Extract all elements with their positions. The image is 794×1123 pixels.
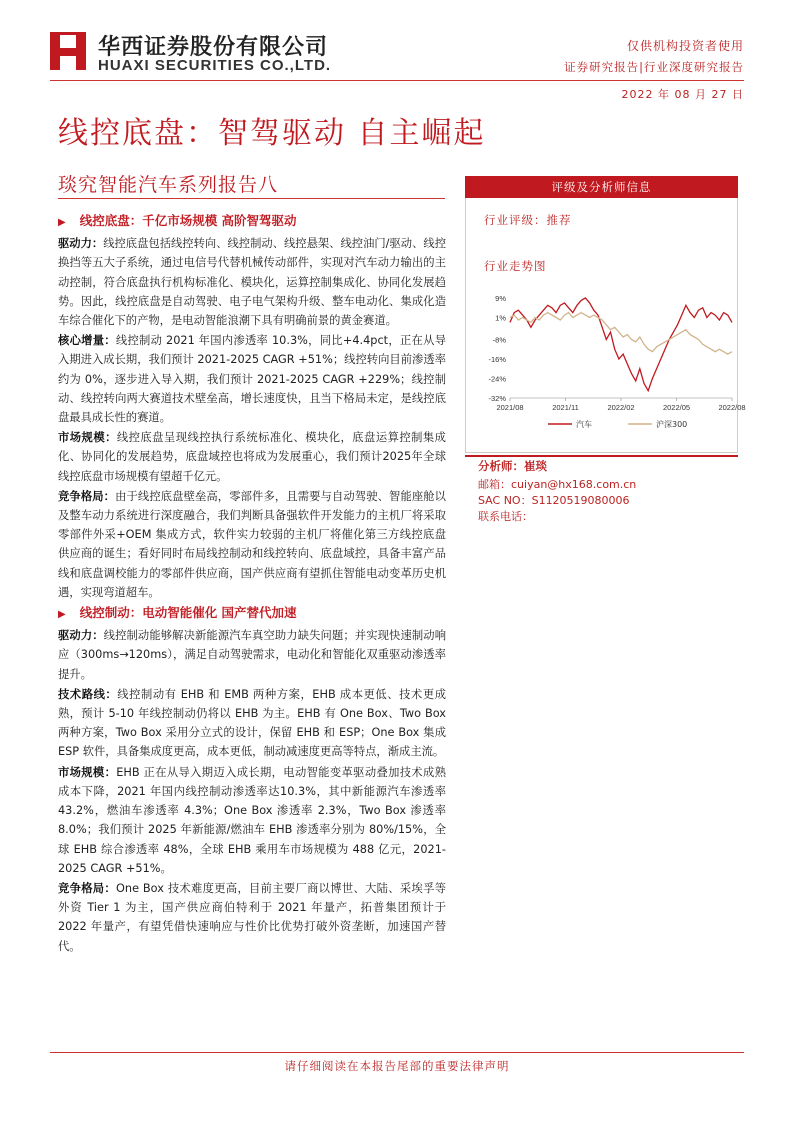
paragraph: 技术路线：线控制动有 EHB 和 EMB 两种方案，EHB 成本更低、技术更成熟，预计 5-10 年线控制动仍将以 EHB 为主。EHB 有 One Box、Two Box 两种方案，Two Box 采用分立式的设计，保留 EHB 和 ESP；One Box 集成 ESP 软件，具备集成度更高，成本更低，制动减速度更高等特点，渐成主流。 (58, 687, 446, 759)
report-subtitle: 琰究智能汽车系列报告八 (58, 174, 279, 196)
analyst-phone: 联系电话： (478, 510, 533, 523)
section-heading: ▶ 线控制动：电动智能催化 国产替代加速 (58, 603, 446, 624)
paragraph: 核心增量：线控制动 2021 年国内渗透率 10.3%，同比+4.4pct，正在从导入期进入成长期，我们预计 2021-2025 CAGR +51%；线控转向目前渗透率约为 0%，逐步进入导入期，我们预计 2021-2025 CAGR +229%；线控制动、线控转向两大赛道技术壁垒高，增长速度快，且当下格局未定，是线控底盘最具成长性的赛道。 (58, 334, 446, 425)
x-tick-label: 2021/11 (552, 403, 579, 412)
company-name-cn: 华西证券股份有限公司 (98, 34, 329, 60)
subtitle-divider (58, 198, 445, 199)
legend-label: 沪深300 (656, 420, 688, 429)
x-tick-label: 2022/05 (662, 403, 691, 412)
audience-note: 仅供机构投资者使用 (626, 39, 744, 53)
paragraph: 驱动力：线控制动能够解决新能源汽车真空助力缺失问题；并实现快速制动响应（300ms→120ms），满足自动驾驶需求，电动化和智能化双重驱动渗透率提升。 (58, 629, 446, 681)
x-tick-label: 2022/08 (718, 403, 746, 412)
paragraph: 竞争格局：One Box 技术难度更高，目前主要厂商以博世、大陆、采埃孚等外资 Tier 1 为主，国产供应商伯特利于 2021 年量产，拓普集团预计于 2022 年量产，有望凭借快速响应与性价比优势打破外资垄断，加速国产替代。 (58, 881, 446, 953)
industry-rating: 行业评级：推荐 (484, 213, 572, 227)
paragraph: 驱动力：线控底盘包括线控转向、线控制动、线控悬架、线控油门/驱动、线控换挡等五大子系统，通过电信号代替机械传动部件，实现对汽车动力输出的主动控制，符合底盘执行机构标准化、模块化，运算控制集成化、协同化发展趋势。因此，线控底盘是自动驾驶、电子电气架构升级、整车电动化、集成化造车综合催化下的产物，是电动智能浪潮下具有明确前景的黄金赛道。 (58, 237, 446, 328)
analyst-email: 邮箱：cuiyan@hx168.com.cn (478, 478, 637, 491)
company-name-en: HUAXI SECURITIES CO.,LTD. (98, 57, 332, 74)
y-tick-label: -24% (488, 374, 506, 384)
bullet-triangle-icon: ▶ (58, 609, 66, 621)
bullet-triangle-icon: ▶ (58, 217, 66, 228)
legal-notice-footer: 请仔细阅读在本报告尾部的重要法律声明 (284, 1059, 510, 1073)
paragraph: 竞争格局：由于线控底盘壁垒高，零部件多，且需要与自动驾驶、智能座舱以及整车动力系统进行深度融合，我们判断具备强软件开发能力的主机厂将采取零部件外采+OEM 集成方式，软件实力较弱的主机厂将催化第三方线控底盘供应商的诞生；看好同时布局线控制动和线控转向、底盘域控，具备丰富产品线和底盘调校能力的零部件供应商，国产供应商有望抓住智能电动变革历史机遇，实现弯道超车。 (58, 489, 446, 599)
industry-trend-chart (480, 288, 746, 438)
y-tick-label: 1% (495, 313, 506, 323)
report-body (58, 211, 446, 957)
y-tick-label: -8% (492, 335, 506, 345)
y-tick-label: -16% (488, 354, 506, 364)
y-tick-label: -32% (488, 394, 506, 403)
y-tick-label: 9% (495, 294, 506, 303)
footer-divider (50, 1052, 744, 1053)
x-tick-label: 2021/08 (496, 403, 524, 412)
report-date: 2022 年 08 月 27 日 (621, 88, 744, 101)
x-tick-label: 2022/02 (607, 403, 635, 412)
report-title: 线控底盘：智驾驱动 自主崛起 (58, 116, 486, 151)
paragraph: 市场规模：线控底盘呈现线控执行系统标准化、模块化，底盘运算控制集成化、协同化的发展趋势，底盘域控也将成为发展重心，我们预计2025年全球线控底盘市场规模有望超千亿元。 (58, 431, 446, 483)
analyst-sac: SAC NO：S1120519080006 (478, 494, 630, 507)
trend-chart-label: 行业走势图 (484, 259, 547, 273)
report-type: 证券研究报告|行业深度研究报告 (564, 60, 744, 74)
section-heading: ▶ 线控底盘：千亿市场规模 高阶智驾驱动 (58, 211, 446, 232)
analyst-name: 分析师：崔琰 (478, 459, 547, 473)
series-line (510, 313, 732, 355)
company-logo (50, 32, 86, 72)
header-divider (50, 80, 744, 81)
paragraph: 市场规模：EHB 正在从导入期迈入成长期，电动智能变革驱动叠加技术成熟成本下降，2021 年国内线控制动渗透率达10.3%，其中新能源汽车渗透率 43.2%，燃油车渗透率 4.3%；One Box 渗透率 2.3%，Two Box 渗透率 8.0%；我们预计 2025 年新能源/燃油车 EHB 渗透率分别为 80%/15%，全球 EHB 综合渗透率 48%，全球 EHB 乘用车市场规模为 488 亿元，2021-2025 CAGR +51%。 (58, 765, 446, 875)
legend-label: 汽车 (576, 420, 592, 429)
series-line (510, 298, 732, 391)
rating-panel-header: 评级及分析师信息 (465, 176, 738, 198)
